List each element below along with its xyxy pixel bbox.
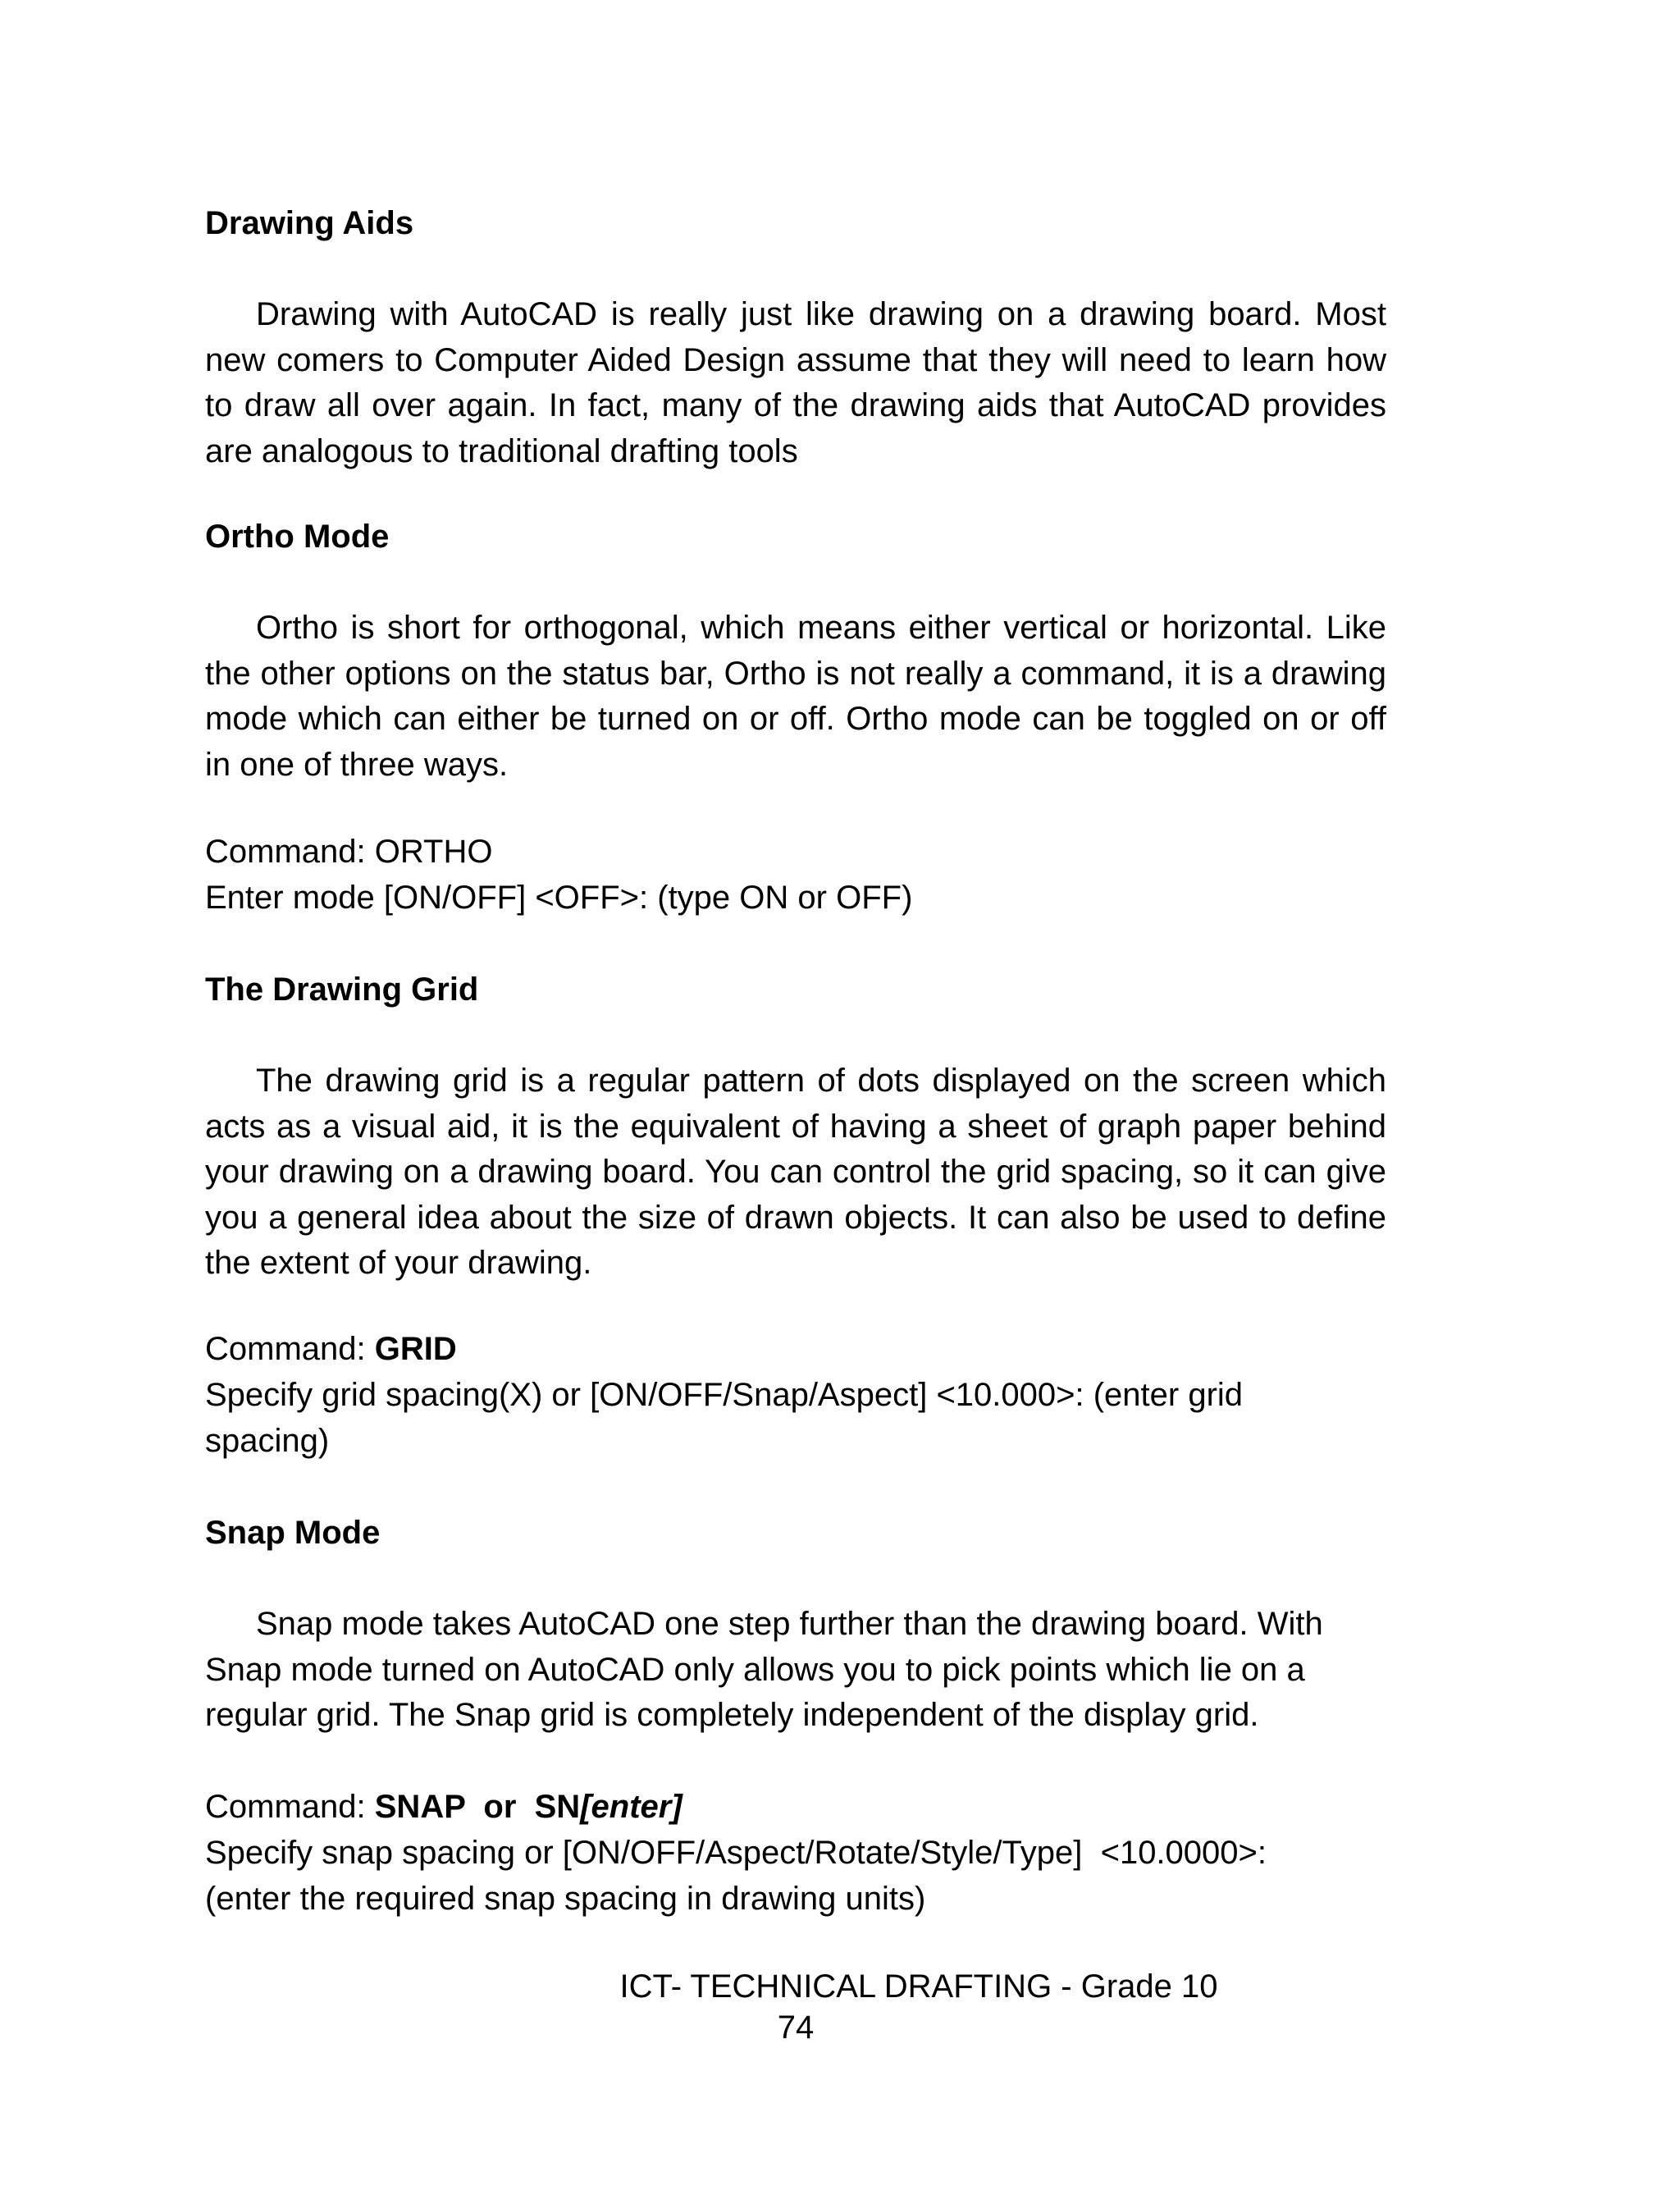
section-heading-drawing-grid: The Drawing Grid: [205, 972, 479, 1008]
paragraph-snap-mode: Snap mode takes AutoCAD one step further than the drawing board. With Snap mode turned on AutoCAD only allows you to pick points which lie on a regular grid. The Snap grid is completely independent of the display grid.: [205, 1606, 1323, 1733]
command-prompt-snap-line-1: Specify snap spacing or [ON/OFF/Aspect/Rotate/Style/Type] <10.0000>:: [205, 1835, 1267, 1871]
document-page: [205, 0, 1386, 2190]
command-prefix: Command:: [205, 1331, 375, 1367]
footer-title: ICT- TECHNICAL DRAFTING - Grade 10: [619, 1968, 1218, 2005]
command-prompt-snap-line-2: (enter the required snap spacing in drawing units): [205, 1881, 926, 1917]
section-heading-drawing-aids: Drawing Aids: [205, 205, 414, 241]
section-heading-ortho-mode: Ortho Mode: [205, 519, 390, 555]
command-line-ortho: Command: ORTHO: [205, 834, 493, 870]
command-prompt-ortho: Enter mode [ON/OFF] <OFF>: (type ON or OFF): [205, 880, 913, 916]
command-keyword-grid: GRID: [374, 1331, 457, 1367]
paragraph-drawing-aids: Drawing with AutoCAD is really just like drawing on a drawing board. Most new comers to Computer Aided Design assume that they will need to learn how to draw all over again. In fact, many of the drawing aids that AutoCAD provides are analogous to traditional drafting tools: [205, 296, 1386, 469]
command-prompt-grid-line-2: spacing): [205, 1423, 330, 1459]
paragraph-drawing-grid: The drawing grid is a regular pattern of dots displayed on the screen which acts as a visual aid, it is the equivalent of having a sheet of graph paper behind your drawing on a drawing board. You can control the grid spacing, so it can give you a general idea about the size of drawn objects. It can also be used to define the extent of your drawing.: [205, 1063, 1386, 1281]
paragraph-ortho-mode: Ortho is short for orthogonal, which means either vertical or horizontal. Like the other options on the status bar, Ortho is not really a command, it is a drawing mode which can either be turned on or off. Ortho mode can be toggled on or off in one of three ways.: [205, 610, 1386, 783]
page-number: 74: [777, 2009, 815, 2046]
command-line-snap: [205, 1784, 1386, 1830]
command-line-grid: [205, 1326, 1386, 1372]
command-keyword-snap: SNAP or SN: [374, 1789, 581, 1825]
command-enter-key: [enter]: [580, 1789, 682, 1825]
command-prompt-grid-line-1: Specify grid spacing(X) or [ON/OFF/Snap/Aspect] <10.000>: (enter grid: [205, 1377, 1244, 1413]
command-prefix: Command:: [205, 1789, 375, 1825]
section-heading-snap-mode: Snap Mode: [205, 1515, 381, 1551]
